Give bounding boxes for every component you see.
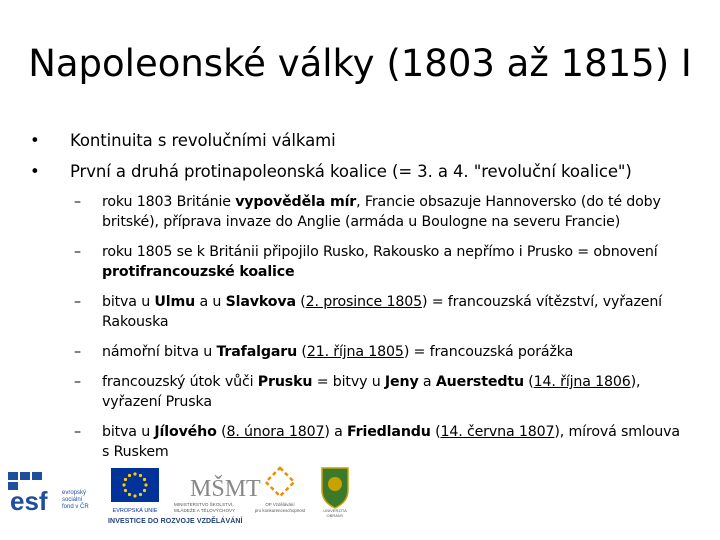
bold-term: Ulmu <box>154 294 196 310</box>
bold-term: protifrancouzské koalice <box>102 264 295 280</box>
eu-star <box>124 489 127 492</box>
text-run: ( <box>523 374 534 390</box>
op-logo <box>256 468 304 516</box>
text-run: bitva u <box>102 424 155 440</box>
text-run: ) = francouzská porážka <box>403 344 574 360</box>
text-run: francouzský útok vůči <box>102 374 258 390</box>
eu-star <box>143 489 146 492</box>
eu-star <box>143 478 146 481</box>
text-run: a u <box>195 294 226 310</box>
bullet-marker: • <box>30 162 40 181</box>
bullet-list <box>30 130 690 472</box>
eu-star <box>128 474 131 477</box>
text-run: ( <box>297 344 307 360</box>
eu-flag-logo <box>108 468 162 516</box>
bullet-marker: • <box>30 131 40 150</box>
sub-bullet-item <box>30 242 690 282</box>
bold-term: Jílového <box>154 424 217 440</box>
bold-term: Prusku <box>257 374 313 390</box>
eu-star <box>139 474 142 477</box>
bold-term: Friedlandu <box>347 424 431 440</box>
text-run: roku 1803 Británie <box>102 194 236 210</box>
page-title: Napoleonské války (1803 až 1815) I <box>28 42 692 85</box>
eu-star <box>144 483 147 486</box>
underlined-date: 14. června 1807 <box>440 424 555 440</box>
university-emblem-logo <box>314 466 356 518</box>
esf-logo <box>8 472 100 514</box>
underlined-date: 2. prosince 1805 <box>305 294 422 310</box>
eu-star <box>124 478 127 481</box>
esf-mark: esf <box>10 486 48 516</box>
msmt-logo <box>172 466 261 516</box>
svg-text:OBRANY: OBRANY <box>326 513 344 518</box>
eu-star <box>133 494 136 497</box>
svg-text:EVROPSKÁ UNIE: EVROPSKÁ UNIE <box>112 508 158 514</box>
svg-text:MINISTERSTVO ŠKOLSTVÍ,: MINISTERSTVO ŠKOLSTVÍ, <box>174 502 234 507</box>
text-run: ), mírová smlouva s Ruskem <box>102 424 680 460</box>
text-run: ( <box>216 424 227 440</box>
text-run: ( <box>295 294 306 310</box>
text-run: ) = francouzská vítězství, vyřazení Rakouska <box>102 294 662 330</box>
sub-bullet-item <box>30 422 690 462</box>
underlined-date: 14. října 1806 <box>533 374 631 390</box>
bold-term: Slavkova <box>225 294 296 310</box>
text-run: roku 1805 se k Británii připojilo Rusko, Rakousko a nepřímo i Prusko = obnovení <box>102 244 658 260</box>
svg-text:MŠMT: MŠMT <box>190 476 261 502</box>
text-run: , Francie obsazuje Hannoversko (do té doby britské), příprava invaze do Anglie (armáda u Boulogne na severu Francie) <box>102 194 661 230</box>
svg-text:OP Vzdělávání: OP Vzdělávání <box>265 502 295 507</box>
svg-text:UNIVERZITA: UNIVERZITA <box>323 508 347 513</box>
text-run: = bitvy u <box>312 374 385 390</box>
text-run: ), vyřazení Pruska <box>102 374 641 410</box>
bullet-text: Kontinuita s revolučními válkami <box>70 131 336 150</box>
eu-star <box>139 493 142 496</box>
sub-bullet-marker: – <box>74 294 81 310</box>
eu-star <box>128 493 131 496</box>
sub-bullet-marker: – <box>74 374 81 390</box>
sub-bullet-item <box>30 342 690 362</box>
bold-term: vypověděla mír <box>235 194 357 210</box>
bold-term: Jeny <box>384 374 419 390</box>
text-run: a <box>418 374 436 390</box>
sub-bullet-marker: – <box>74 194 81 210</box>
text-run: ( <box>430 424 441 440</box>
logo-strip <box>0 464 360 540</box>
svg-text:fond v ČR: fond v ČR <box>62 504 89 510</box>
text-run: ) a <box>324 424 348 440</box>
bold-term: Auerstedtu <box>435 374 524 390</box>
eu-star <box>133 472 136 475</box>
bold-term: Trafalgaru <box>216 344 298 360</box>
bullet-item <box>30 161 690 183</box>
footer-investice: INVESTICE DO ROZVOJE VZDĚLÁVÁNÍ <box>108 518 243 525</box>
text-run: bitva u <box>102 294 155 310</box>
sub-bullet-item <box>30 292 690 332</box>
sub-bullet-item <box>30 192 690 232</box>
eu-star <box>122 483 125 486</box>
sub-bullet-marker: – <box>74 244 81 260</box>
svg-text:MLÁDEŽE A TĚLOVÝCHOVY: MLÁDEŽE A TĚLOVÝCHOVY <box>174 508 236 513</box>
sub-bullet-marker: – <box>74 424 81 440</box>
sub-bullet-marker: – <box>74 344 81 360</box>
underlined-date: 21. října 1805 <box>306 344 404 360</box>
text-run: námořní bitva u <box>102 344 217 360</box>
bullet-item <box>30 130 690 152</box>
underlined-date: 8. února 1807 <box>226 424 325 440</box>
svg-text:pro konkurenceschopnost: pro konkurenceschopnost <box>254 508 306 513</box>
svg-text:evropský: evropský <box>62 490 87 496</box>
sub-bullet-item <box>30 372 690 412</box>
svg-text:sociální: sociální <box>62 497 83 503</box>
bullet-text: První a druhá protinapoleonská koalice (= 3. a 4. "revoluční koalice") <box>70 162 632 181</box>
